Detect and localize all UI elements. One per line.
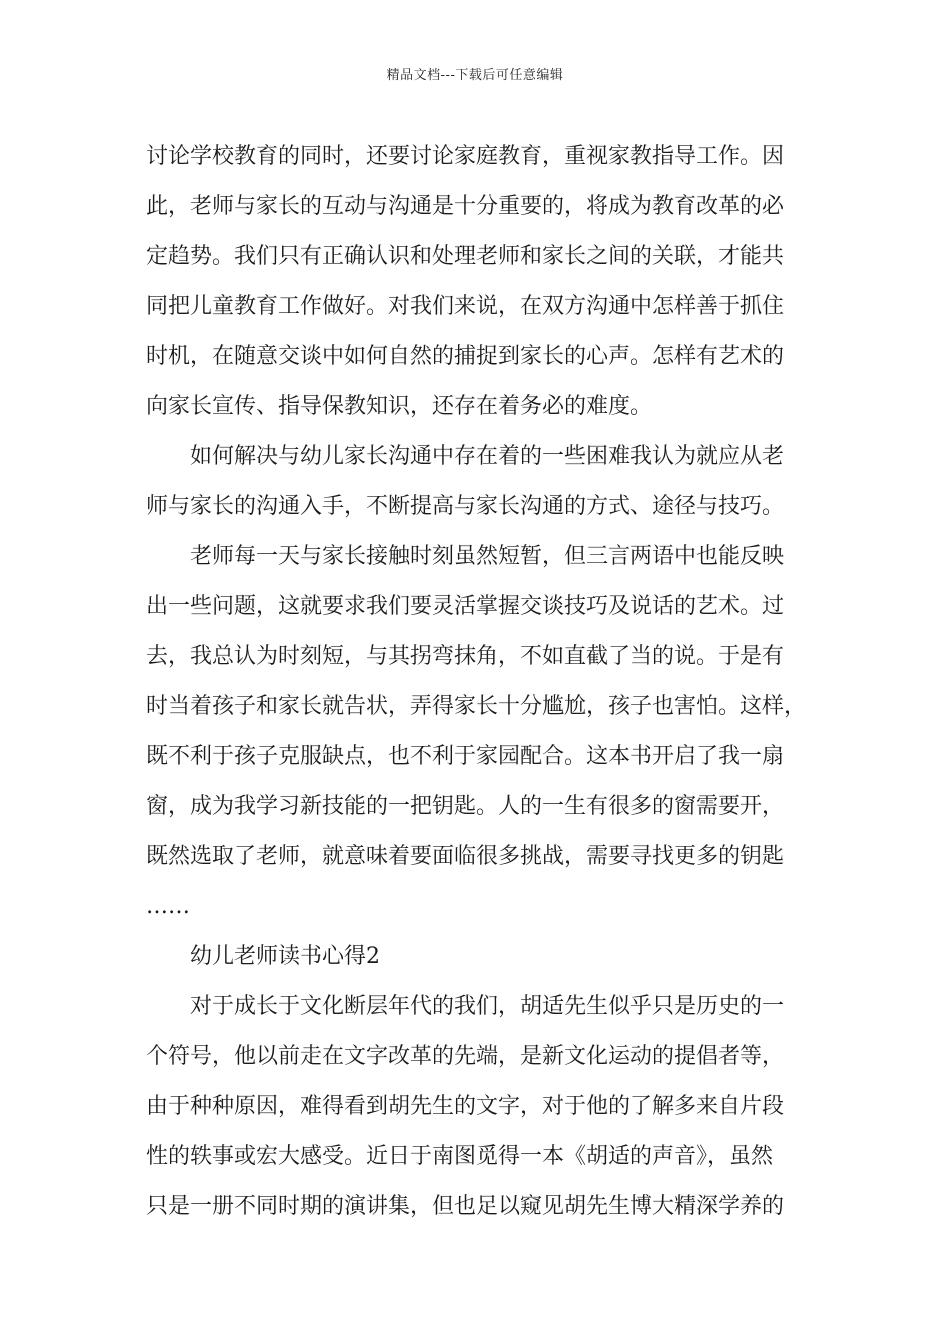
text-line: 性的轶事或宏大感受。近日于南图觅得一本《胡适的声音》，虽然 [146, 1144, 774, 1169]
text-line: 此，老师与家长的互动与沟通是十分重要的，将成为教育改革的必 [146, 194, 785, 219]
text-line: 只是一册不同时期的演讲集，但也足以窥见胡先生博大精深学养的 [146, 1194, 785, 1219]
text-line: 既然选取了老师，就意味着要面临很多挑战，需要寻找更多的钥匙 [146, 844, 785, 869]
text-line: 去，我总认为时刻短，与其拐弯抹角，不如直截了当的说。于是有 [146, 644, 785, 669]
text-line: 老师每一天与家长接触时刻虽然短暂，但三言两语中也能反映 [190, 544, 785, 569]
text-line: 讨论学校教育的同时，还要讨论家庭教育，重视家教指导工作。因 [146, 144, 785, 169]
text-line: 个符号，他以前走在文字改革的先端，是新文化运动的提倡者等， [146, 1044, 785, 1069]
text-line: 对于成长于文化断层年代的我们，胡适先生似乎只是历史的一 [190, 994, 785, 1019]
text-line: 出一些问题，这就要求我们要灵活掌握交谈技巧及说话的艺术。过 [146, 594, 785, 619]
text-line: 向家长宣传、指导保教知识，还存在着务必的难度。 [146, 394, 653, 419]
text-line: 如何解决与幼儿家长沟通中存在着的一些困难我认为就应从老 [190, 444, 785, 469]
text-line: 同把儿童教育工作做好。对我们来说，在双方沟通中怎样善于抓住 [146, 294, 785, 319]
text-line: 定趋势。我们只有正确认识和处理老师和家长之间的关联，才能共 [146, 244, 785, 269]
text-line: 幼儿老师读书心得2 [190, 944, 380, 969]
text-line: 窗，成为我学习新技能的一把钥匙。人的一生有很多的窗需要开， [146, 794, 785, 819]
text-line: 时机，在随意交谈中如何自然的捕捉到家长的心声。怎样有艺术的 [146, 344, 785, 369]
text-line: 既不利于孩子克服缺点，也不利于家园配合。这本书开启了我一扇 [146, 744, 785, 769]
text-line: 师与家长的沟通入手，不断提高与家长沟通的方式、途径与技巧。 [146, 494, 785, 519]
text-line: 由于种种原因，难得看到胡先生的文字，对于他的了解多来自片段 [146, 1094, 785, 1119]
body-text [146, 132, 826, 1232]
page-header: 精品文档---下载后可任意编辑 [386, 68, 564, 83]
text-line: 时当着孩子和家长就告状，弄得家长十分尴尬，孩子也害怕。这样， [146, 694, 807, 719]
text-line: …… [146, 894, 190, 919]
